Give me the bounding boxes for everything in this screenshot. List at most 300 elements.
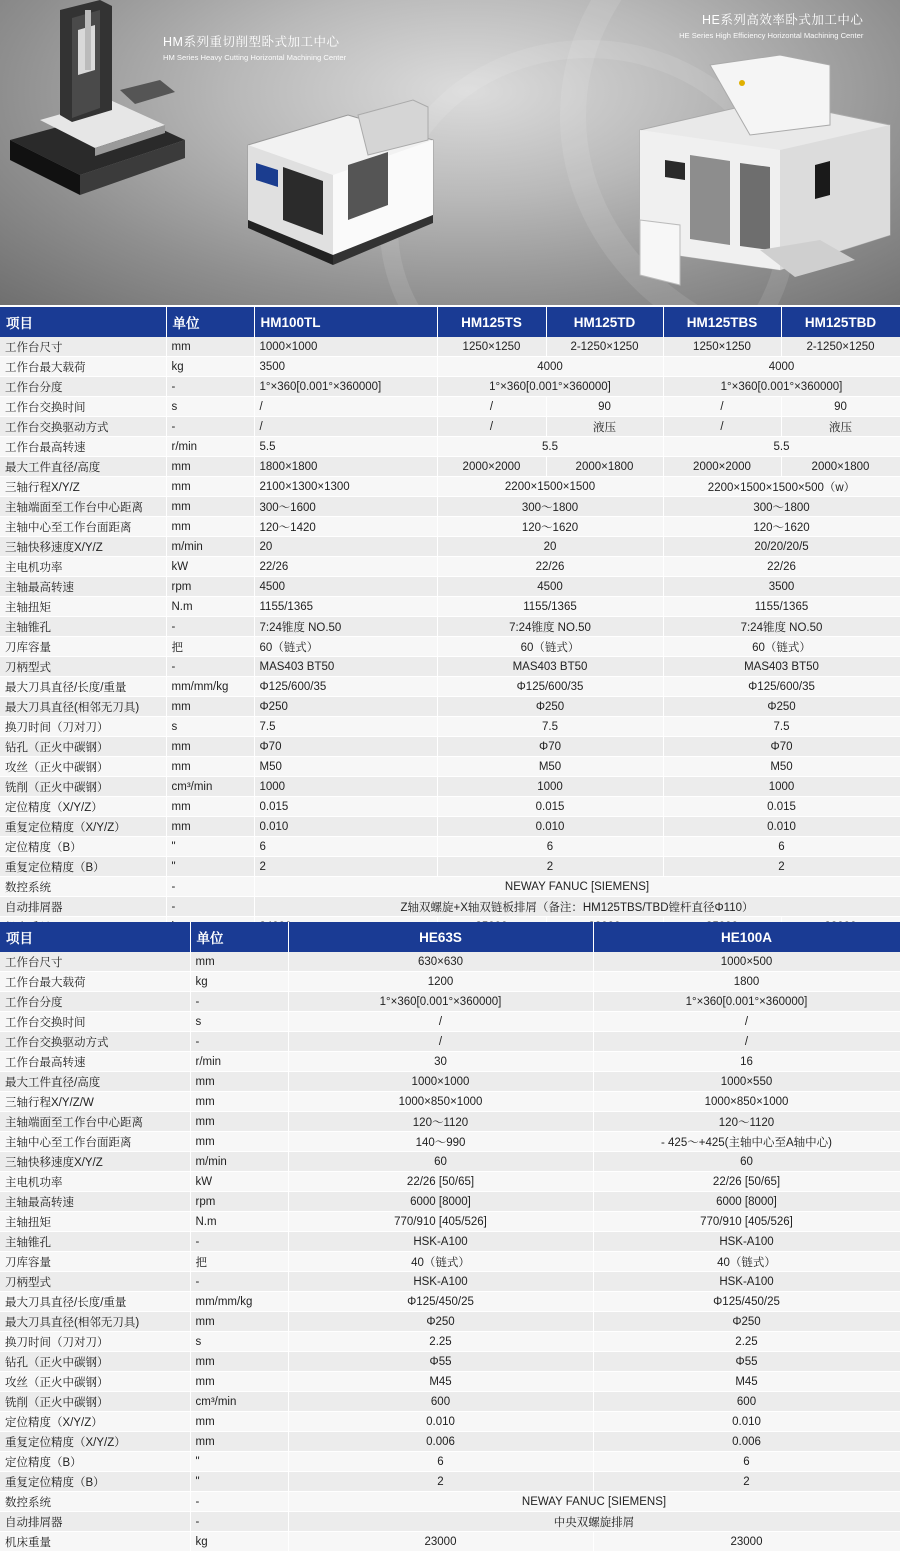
row-value: 300～1600: [254, 497, 437, 517]
row-unit: mm: [190, 1092, 288, 1112]
row-value: 2000×2000: [663, 457, 781, 477]
row-value: 0.010: [254, 817, 437, 837]
row-value: Φ70: [254, 737, 437, 757]
column-header: HE100A: [593, 922, 900, 952]
row-label: 主轴锥孔: [0, 617, 166, 637]
row-label: 工作台尺寸: [0, 952, 190, 972]
row-value: 22/26: [437, 557, 663, 577]
row-value: 7:24锥度 NO.50: [437, 617, 663, 637]
column-header: 项目: [0, 307, 166, 337]
row-value: 22/26: [254, 557, 437, 577]
table-row: [0, 737, 900, 757]
table-row: [0, 1192, 900, 1212]
row-label: 最大工件直径/高度: [0, 457, 166, 477]
row-value: 40（链式）: [288, 1252, 593, 1272]
table-row: [0, 557, 900, 577]
row-value: 液压: [781, 417, 900, 437]
table-row: [0, 357, 900, 377]
row-unit: kg: [190, 1532, 288, 1552]
row-value: Φ250: [663, 697, 900, 717]
row-value: 20: [437, 537, 663, 557]
table-row: [0, 1392, 900, 1412]
row-unit: mm: [166, 337, 254, 357]
row-label: 钻孔（正火中碳钢）: [0, 737, 166, 757]
row-unit: -: [190, 1272, 288, 1292]
column-header: 项目: [0, 922, 190, 952]
row-label: 工作台尺寸: [0, 337, 166, 357]
row-label: 机床重量: [0, 1532, 190, 1552]
row-value: 60: [593, 1152, 900, 1172]
row-value: 4500: [437, 577, 663, 597]
row-unit: mm: [166, 757, 254, 777]
row-value: 1°×360[0.001°×360000]: [288, 992, 593, 1012]
row-value: 1155/1365: [254, 597, 437, 617]
row-unit: -: [190, 1032, 288, 1052]
row-value: Φ70: [437, 737, 663, 757]
row-value: Φ250: [288, 1312, 593, 1332]
row-value: 2: [437, 857, 663, 877]
row-value: 30: [288, 1052, 593, 1072]
row-value: 1800: [593, 972, 900, 992]
row-value: 7.5: [663, 717, 900, 737]
row-value: 1000×1000: [288, 1072, 593, 1092]
row-value: Φ125/450/25: [593, 1292, 900, 1312]
row-unit: mm: [166, 697, 254, 717]
row-value: 20/20/20/5: [663, 537, 900, 557]
row-value: Φ125/450/25: [288, 1292, 593, 1312]
row-value: 60（链式）: [437, 637, 663, 657]
row-label: 最大刀具直径/长度/重量: [0, 677, 166, 697]
row-unit: mm: [166, 457, 254, 477]
hm-machine-enclosed-image: [238, 95, 438, 275]
row-value: 60: [288, 1152, 593, 1172]
row-value: 40（链式）: [593, 1252, 900, 1272]
row-unit: mm: [166, 817, 254, 837]
row-label: 主电机功率: [0, 557, 166, 577]
table-row: [0, 897, 900, 917]
table-row: [0, 1492, 900, 1512]
row-value: 1250×1250: [663, 337, 781, 357]
row-value: Φ70: [663, 737, 900, 757]
table-row: [0, 972, 900, 992]
row-value: 2: [663, 857, 900, 877]
row-value: 600: [288, 1392, 593, 1412]
row-unit: mm: [166, 737, 254, 757]
row-value: 2100×1300×1300: [254, 477, 437, 497]
row-value: 4500: [254, 577, 437, 597]
table-row: [0, 797, 900, 817]
row-unit: ": [190, 1452, 288, 1472]
row-value: /: [288, 1012, 593, 1032]
table-row: [0, 1292, 900, 1312]
row-value: 6: [437, 837, 663, 857]
row-value: Φ125/600/35: [437, 677, 663, 697]
row-unit: kW: [190, 1172, 288, 1192]
row-unit: cm³/min: [190, 1392, 288, 1412]
row-value: /: [593, 1012, 900, 1032]
row-value: 6: [254, 837, 437, 857]
row-value: 1155/1365: [437, 597, 663, 617]
row-unit: -: [166, 417, 254, 437]
row-label: 自动排屑器: [0, 1512, 190, 1532]
row-unit: mm: [190, 1132, 288, 1152]
row-value: M50: [663, 757, 900, 777]
row-value: 0.010: [593, 1412, 900, 1432]
table-row: [0, 1252, 900, 1272]
row-value: 1°×360[0.001°×360000]: [663, 377, 900, 397]
row-unit: mm: [190, 1072, 288, 1092]
row-value: 120～1120: [593, 1112, 900, 1132]
table-row: [0, 577, 900, 597]
row-value: 2000×1800: [781, 457, 900, 477]
row-value: 20: [254, 537, 437, 557]
row-unit: s: [166, 397, 254, 417]
table-row: [0, 1332, 900, 1352]
table-row: [0, 1512, 900, 1532]
he-table-header: [0, 922, 900, 952]
row-value: 6000 [8000]: [593, 1192, 900, 1212]
row-label: 最大工件直径/高度: [0, 1072, 190, 1092]
row-value: Z轴双螺旋+X轴双链板排屑（备注：HM125TBS/TBD镗杆直径Φ110）: [254, 897, 900, 917]
hero-banner: [0, 0, 900, 305]
table-row: [0, 1172, 900, 1192]
row-unit: 把: [190, 1252, 288, 1272]
table-row: [0, 517, 900, 537]
row-label: 自动排屑器: [0, 897, 166, 917]
table-row: [0, 477, 900, 497]
row-label: 刀柄型式: [0, 657, 166, 677]
table-row: [0, 1352, 900, 1372]
row-label: 工作台分度: [0, 992, 190, 1012]
table-row: [0, 537, 900, 557]
row-value: Φ55: [288, 1352, 593, 1372]
row-unit: s: [190, 1332, 288, 1352]
row-unit: -: [166, 617, 254, 637]
he-title-zh: HE系列高效率卧式加工中心: [702, 13, 864, 27]
row-value: 60（链式）: [254, 637, 437, 657]
row-value: HSK-A100: [288, 1232, 593, 1252]
table-row: [0, 817, 900, 837]
row-label: 刀库容量: [0, 1252, 190, 1272]
row-label: 主轴中心至工作台面距离: [0, 517, 166, 537]
row-label: 三轴行程X/Y/Z: [0, 477, 166, 497]
row-value: 630×630: [288, 952, 593, 972]
column-header: HM125TD: [546, 307, 663, 337]
row-unit: -: [190, 992, 288, 1012]
row-unit: mm: [190, 1432, 288, 1452]
row-unit: mm: [166, 477, 254, 497]
table-row: [0, 597, 900, 617]
row-value: 0.006: [593, 1432, 900, 1452]
row-value: 6: [288, 1452, 593, 1472]
table-row: [0, 992, 900, 1012]
table-row: [0, 657, 900, 677]
row-value: 22/26: [663, 557, 900, 577]
table-row: [0, 437, 900, 457]
row-unit: 把: [166, 637, 254, 657]
table-row: [0, 952, 900, 972]
table-row: [0, 837, 900, 857]
row-unit: mm: [190, 1412, 288, 1432]
row-value: 0.010: [663, 817, 900, 837]
row-value: 7.5: [437, 717, 663, 737]
row-value: 22/26 [50/65]: [288, 1172, 593, 1192]
row-label: 工作台最大载荷: [0, 357, 166, 377]
row-value: 6: [593, 1452, 900, 1472]
table-row: [0, 1092, 900, 1112]
row-value: 0.015: [254, 797, 437, 817]
table-row: [0, 1112, 900, 1132]
row-label: 最大刀具直径/长度/重量: [0, 1292, 190, 1312]
row-label: 数控系统: [0, 1492, 190, 1512]
column-header: HM125TBD: [781, 307, 900, 337]
row-unit: kg: [166, 357, 254, 377]
row-value: 1000×850×1000: [288, 1092, 593, 1112]
table-row: [0, 1132, 900, 1152]
row-value: 770/910 [405/526]: [593, 1212, 900, 1232]
row-label: 数控系统: [0, 877, 166, 897]
row-value: 4000: [663, 357, 900, 377]
table-row: [0, 877, 900, 897]
hm-series-title: [163, 32, 346, 62]
row-label: 主轴扭矩: [0, 597, 166, 617]
row-label: 工作台交换时间: [0, 397, 166, 417]
row-value: Φ250: [254, 697, 437, 717]
row-value: 5.5: [437, 437, 663, 457]
column-header: HE63S: [288, 922, 593, 952]
table-row: [0, 697, 900, 717]
row-unit: N.m: [190, 1212, 288, 1232]
row-unit: kg: [190, 972, 288, 992]
row-label: 主电机功率: [0, 1172, 190, 1192]
row-value: 2000×1800: [546, 457, 663, 477]
row-unit: -: [190, 1232, 288, 1252]
row-value: 23000: [593, 1532, 900, 1552]
row-unit: rpm: [166, 577, 254, 597]
table-row: [0, 417, 900, 437]
row-unit: mm/mm/kg: [190, 1292, 288, 1312]
row-value: 120～1620: [663, 517, 900, 537]
row-value: - 425～+425(主轴中心至A轴中心): [593, 1132, 900, 1152]
row-value: /: [254, 397, 437, 417]
row-value: 90: [781, 397, 900, 417]
row-label: 工作台最高转速: [0, 1052, 190, 1072]
row-unit: ": [190, 1472, 288, 1492]
row-unit: s: [190, 1012, 288, 1032]
row-value: 0.006: [288, 1432, 593, 1452]
table-row: [0, 1232, 900, 1252]
hm-spec-table: [0, 307, 900, 937]
row-label: 主轴扭矩: [0, 1212, 190, 1232]
row-label: 主轴端面至工作台中心距离: [0, 1112, 190, 1132]
row-value: 22/26 [50/65]: [593, 1172, 900, 1192]
row-value: NEWAY FANUC [SIEMENS]: [288, 1492, 900, 1512]
table-row: [0, 1432, 900, 1452]
table-row: [0, 1532, 900, 1552]
row-value: 16: [593, 1052, 900, 1072]
he-title-en: HE Series High Efficiency Horizontal Machining Center: [679, 31, 864, 40]
row-value: 4000: [437, 357, 663, 377]
row-value: 中央双螺旋排屑: [288, 1512, 900, 1532]
row-label: 刀库容量: [0, 637, 166, 657]
row-label: 定位精度（X/Y/Z）: [0, 1412, 190, 1432]
row-value: 600: [593, 1392, 900, 1412]
row-unit: s: [166, 717, 254, 737]
row-unit: ": [166, 837, 254, 857]
row-unit: -: [190, 1492, 288, 1512]
row-value: 1000×1000: [254, 337, 437, 357]
table-row: [0, 1312, 900, 1332]
row-unit: kW: [166, 557, 254, 577]
row-label: 攻丝（正火中碳钢）: [0, 757, 166, 777]
row-value: 1°×360[0.001°×360000]: [593, 992, 900, 1012]
row-value: 3500: [254, 357, 437, 377]
row-unit: mm/mm/kg: [166, 677, 254, 697]
row-value: MAS403 BT50: [437, 657, 663, 677]
row-label: 铣削（正火中碳钢）: [0, 777, 166, 797]
hm-title-zh: HM系列重切削型卧式加工中心: [163, 35, 340, 49]
row-value: 1000: [254, 777, 437, 797]
row-value: 300～1800: [663, 497, 900, 517]
row-value: 2-1250×1250: [546, 337, 663, 357]
row-label: 工作台交换驱动方式: [0, 417, 166, 437]
row-unit: r/min: [190, 1052, 288, 1072]
row-value: 60（链式）: [663, 637, 900, 657]
row-value: M45: [593, 1372, 900, 1392]
row-unit: mm: [166, 497, 254, 517]
row-value: 2200×1500×1500×500（w）: [663, 477, 900, 497]
row-label: 重复定位精度（B）: [0, 1472, 190, 1492]
row-label: 重复定位精度（B）: [0, 857, 166, 877]
row-value: 0.015: [437, 797, 663, 817]
row-value: /: [663, 397, 781, 417]
row-label: 主轴最高转速: [0, 1192, 190, 1212]
row-unit: mm: [190, 1112, 288, 1132]
row-label: 工作台最大载荷: [0, 972, 190, 992]
row-value: /: [663, 417, 781, 437]
row-value: M45: [288, 1372, 593, 1392]
row-value: MAS403 BT50: [254, 657, 437, 677]
row-value: Φ55: [593, 1352, 900, 1372]
row-unit: -: [166, 897, 254, 917]
row-value: 2: [288, 1472, 593, 1492]
row-value: Φ250: [593, 1312, 900, 1332]
row-value: MAS403 BT50: [663, 657, 900, 677]
row-unit: r/min: [166, 437, 254, 457]
row-unit: mm: [166, 517, 254, 537]
row-label: 定位精度（B）: [0, 837, 166, 857]
row-label: 定位精度（X/Y/Z）: [0, 797, 166, 817]
row-value: 7:24锥度 NO.50: [254, 617, 437, 637]
row-value: 2-1250×1250: [781, 337, 900, 357]
row-value: 1000: [437, 777, 663, 797]
row-label: 攻丝（正火中碳钢）: [0, 1372, 190, 1392]
table-row: [0, 377, 900, 397]
row-unit: rpm: [190, 1192, 288, 1212]
column-header: 单位: [190, 922, 288, 952]
table-row: [0, 617, 900, 637]
row-unit: mm: [166, 797, 254, 817]
row-value: 5.5: [254, 437, 437, 457]
row-label: 刀柄型式: [0, 1272, 190, 1292]
he-machine-image: [630, 55, 900, 300]
row-value: HSK-A100: [593, 1232, 900, 1252]
row-unit: mm: [190, 1372, 288, 1392]
table-row: [0, 1212, 900, 1232]
row-value: 1000×500: [593, 952, 900, 972]
row-value: 7:24锥度 NO.50: [663, 617, 900, 637]
row-value: 0.015: [663, 797, 900, 817]
table-row: [0, 1412, 900, 1432]
row-unit: ": [166, 857, 254, 877]
row-label: 主轴锥孔: [0, 1232, 190, 1252]
row-label: 最大刀具直径(相邻无刀具): [0, 697, 166, 717]
row-value: 2: [593, 1472, 900, 1492]
he-spec-table: [0, 922, 900, 1552]
row-label: 钻孔（正火中碳钢）: [0, 1352, 190, 1372]
row-value: 120～1120: [288, 1112, 593, 1132]
row-value: 2200×1500×1500: [437, 477, 663, 497]
row-value: 140～990: [288, 1132, 593, 1152]
row-unit: cm³/min: [166, 777, 254, 797]
table-row: [0, 1452, 900, 1472]
row-value: M50: [254, 757, 437, 777]
row-label: 三轴快移速度X/Y/Z: [0, 1152, 190, 1172]
row-label: 工作台交换驱动方式: [0, 1032, 190, 1052]
row-value: 2000×2000: [437, 457, 546, 477]
row-label: 工作台交换时间: [0, 1012, 190, 1032]
row-label: 重复定位精度（X/Y/Z）: [0, 1432, 190, 1452]
row-value: 1°×360[0.001°×360000]: [254, 377, 437, 397]
row-value: /: [254, 417, 437, 437]
table-row: [0, 757, 900, 777]
row-value: /: [288, 1032, 593, 1052]
row-value: Φ125/600/35: [663, 677, 900, 697]
row-value: 7.5: [254, 717, 437, 737]
row-label: 主轴端面至工作台中心距离: [0, 497, 166, 517]
row-unit: mm: [190, 1312, 288, 1332]
row-value: 1250×1250: [437, 337, 546, 357]
table-row: [0, 1272, 900, 1292]
table-row: [0, 337, 900, 357]
row-label: 换刀时间（刀对刀）: [0, 1332, 190, 1352]
hm-title-en: HM Series Heavy Cutting Horizontal Machining Center: [163, 53, 347, 62]
row-value: 2.25: [288, 1332, 593, 1352]
column-header: HM125TS: [437, 307, 546, 337]
row-value: 6: [663, 837, 900, 857]
row-unit: -: [190, 1512, 288, 1532]
row-label: 工作台分度: [0, 377, 166, 397]
table-row: [0, 1032, 900, 1052]
column-header: HM100TL: [254, 307, 437, 337]
table-row: [0, 1472, 900, 1492]
row-value: 1000×550: [593, 1072, 900, 1092]
row-label: 三轴快移速度X/Y/Z: [0, 537, 166, 557]
row-unit: m/min: [190, 1152, 288, 1172]
table-row: [0, 497, 900, 517]
row-value: 770/910 [405/526]: [288, 1212, 593, 1232]
row-unit: mm: [190, 1352, 288, 1372]
table-row: [0, 717, 900, 737]
table-row: [0, 677, 900, 697]
table-row: [0, 1012, 900, 1032]
row-value: 0.010: [437, 817, 663, 837]
row-value: 1800×1800: [254, 457, 437, 477]
row-unit: N.m: [166, 597, 254, 617]
row-label: 主轴最高转速: [0, 577, 166, 597]
table-row: [0, 1052, 900, 1072]
table-row: [0, 1072, 900, 1092]
